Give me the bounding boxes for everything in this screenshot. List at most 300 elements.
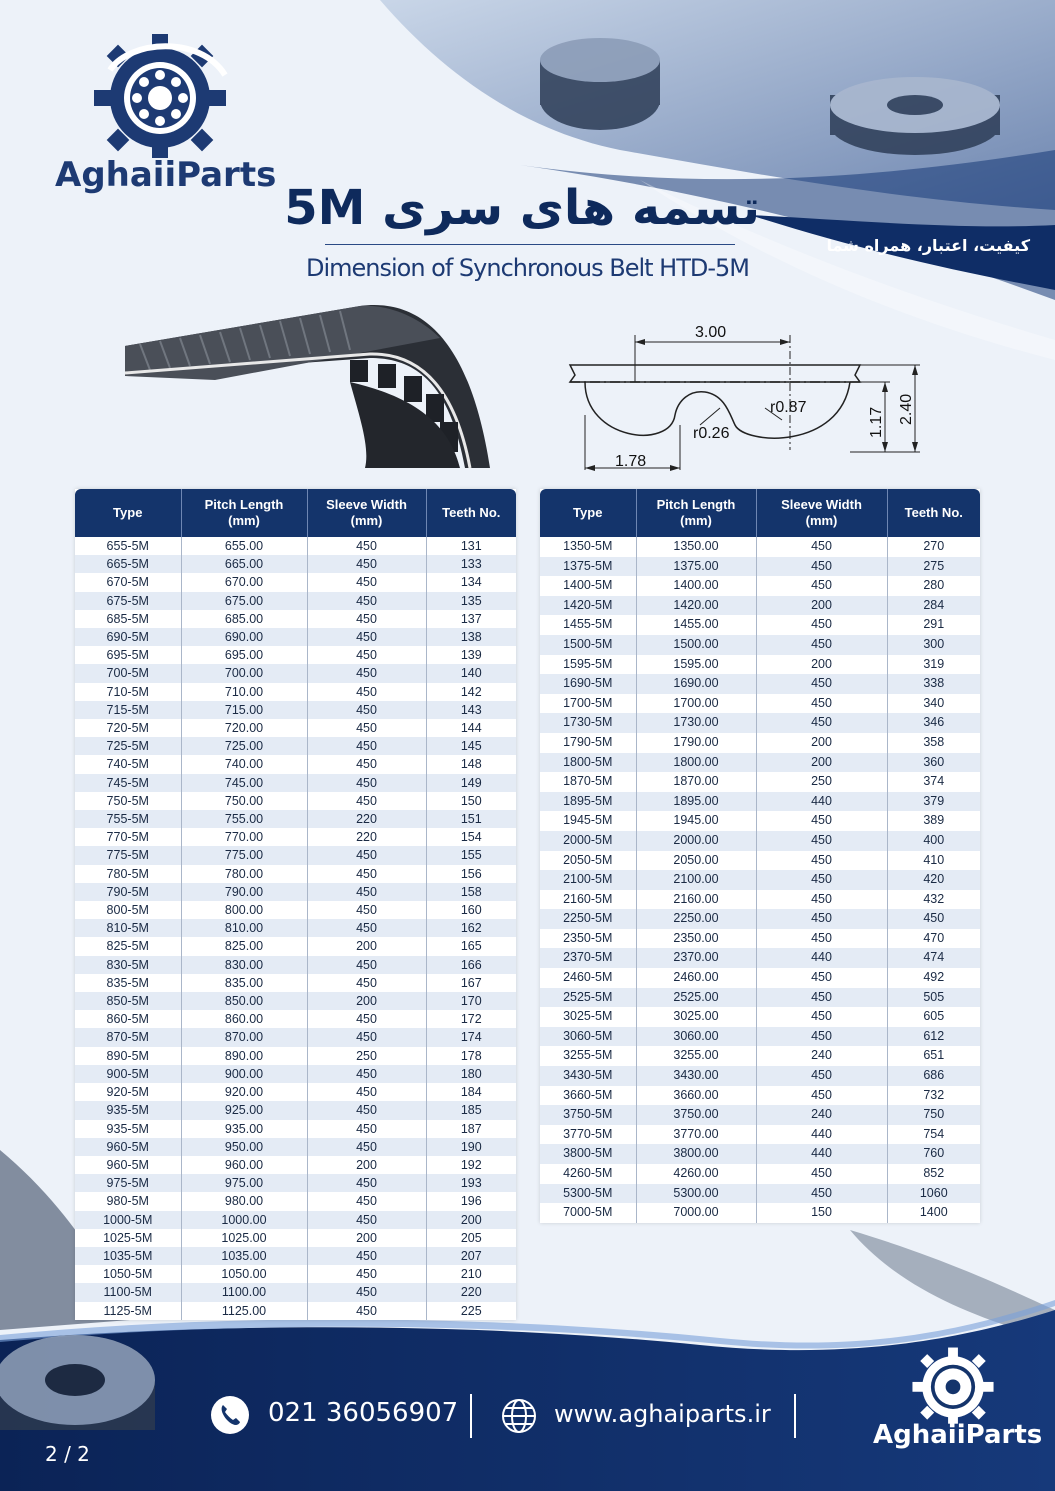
- cell-sleeve: 450: [756, 615, 887, 635]
- cell-teeth: 151: [426, 810, 516, 828]
- header-teeth: Teeth No.: [426, 489, 516, 537]
- cell-type: 775-5M: [75, 846, 181, 864]
- cell-sleeve: 450: [756, 870, 887, 890]
- cell-sleeve: 450: [307, 1065, 426, 1083]
- cell-teeth: 200: [426, 1211, 516, 1229]
- cell-type: 695-5M: [106, 648, 149, 663]
- cell-pitch: 860.00: [181, 1010, 307, 1028]
- cell-pitch: 690.00: [181, 628, 307, 646]
- cell-pitch: 1500.00: [636, 635, 756, 655]
- cell-pitch: 685.00: [181, 610, 307, 628]
- cell-teeth: 338: [887, 674, 980, 694]
- cell-pitch: 3750.00: [636, 1105, 756, 1125]
- table-row: [540, 948, 980, 968]
- table-row: [540, 1046, 980, 1066]
- cell-teeth: 142: [426, 683, 516, 701]
- cell-pitch: 780.00: [181, 865, 307, 883]
- cell-pitch: 3800.00: [636, 1144, 756, 1164]
- cell-sleeve: 450: [756, 909, 887, 929]
- table-row: [75, 1120, 516, 1138]
- table-row: [540, 988, 980, 1008]
- cell-type: 1375-5M: [540, 557, 636, 577]
- cell-teeth: 205: [426, 1229, 516, 1247]
- cell-type: 1595-5M: [563, 656, 613, 671]
- cell-type: 3800-5M: [540, 1144, 636, 1164]
- cell-sleeve: 440: [756, 792, 887, 812]
- cell-teeth: 360: [887, 753, 980, 773]
- belt-illustration: [120, 298, 500, 473]
- table-row: [75, 937, 516, 955]
- table-row: [75, 555, 516, 573]
- cell-type: 980-5M: [106, 1194, 149, 1209]
- cell-teeth: 319: [887, 655, 980, 675]
- cell-type: 1420-5M: [540, 596, 636, 616]
- cell-sleeve: 450: [756, 968, 887, 988]
- cell-sleeve: 450: [756, 1164, 887, 1184]
- table-row: [75, 1211, 516, 1229]
- cell-type: 1945-5M: [563, 813, 613, 828]
- cell-teeth: 432: [887, 890, 980, 910]
- cell-sleeve: 450: [307, 901, 426, 919]
- cell-type: 935-5M: [106, 1121, 149, 1136]
- cell-sleeve: 450: [756, 1086, 887, 1106]
- cell-sleeve: 450: [307, 792, 426, 810]
- cell-pitch: 2160.00: [636, 890, 756, 910]
- cell-pitch: 900.00: [181, 1065, 307, 1083]
- cell-teeth: 187: [426, 1120, 516, 1138]
- cell-sleeve: 200: [307, 1156, 426, 1174]
- cell-sleeve: 450: [756, 811, 887, 831]
- cell-teeth: 134: [426, 573, 516, 591]
- table-row: [540, 655, 980, 675]
- cell-sleeve: 450: [307, 1174, 426, 1192]
- cell-sleeve: 450: [307, 1247, 426, 1265]
- table-row: [75, 846, 516, 864]
- cell-teeth: 732: [887, 1086, 980, 1106]
- cell-pitch: 695.00: [181, 646, 307, 664]
- footer-brand-name: AghaiiParts: [873, 1420, 1043, 1450]
- table-row: [540, 1184, 980, 1204]
- cell-pitch: 830.00: [181, 956, 307, 974]
- cell-teeth: 190: [426, 1138, 516, 1156]
- cell-type: 3025-5M: [563, 1009, 613, 1024]
- cell-pitch: 1730.00: [636, 713, 756, 733]
- cell-type: 2250-5M: [540, 909, 636, 929]
- cell-teeth: 185: [426, 1101, 516, 1119]
- cell-type: 780-5M: [106, 866, 149, 881]
- table-row: [540, 1027, 980, 1047]
- cell-teeth: 284: [887, 596, 980, 616]
- cell-teeth: 135: [426, 592, 516, 610]
- cell-type: 975-5M: [75, 1174, 181, 1192]
- cell-pitch: 1595.00: [636, 655, 756, 675]
- cell-type: 960-5M: [75, 1138, 181, 1156]
- cell-teeth: 505: [887, 988, 980, 1008]
- cell-type: 2370-5M: [540, 948, 636, 968]
- cell-teeth: 379: [887, 792, 980, 812]
- phone-number[interactable]: 021 36056907: [268, 1398, 459, 1428]
- page-number: 2 / 2: [45, 1442, 90, 1466]
- table-row: [75, 1229, 516, 1247]
- table-row: [540, 811, 980, 831]
- cell-type: 1035-5M: [75, 1247, 181, 1265]
- cell-pitch: 740.00: [181, 755, 307, 773]
- cell-sleeve: 450: [307, 1028, 426, 1046]
- cell-sleeve: 450: [756, 851, 887, 871]
- dim-r-root: r0.26: [693, 425, 730, 442]
- cell-type: 1400-5M: [563, 578, 613, 593]
- table-row: [75, 1010, 516, 1028]
- table-row: [75, 992, 516, 1010]
- cell-pitch: 1895.00: [636, 792, 756, 812]
- cell-sleeve: 450: [756, 635, 887, 655]
- cell-teeth: 400: [887, 831, 980, 851]
- header-type: Type: [540, 489, 636, 537]
- cell-teeth: 410: [887, 851, 980, 871]
- cell-sleeve: 240: [756, 1046, 887, 1066]
- cell-teeth: 162: [426, 919, 516, 937]
- cell-pitch: 665.00: [181, 555, 307, 573]
- cell-sleeve: 150: [756, 1203, 887, 1223]
- cell-sleeve: 450: [307, 610, 426, 628]
- table-row: [75, 610, 516, 628]
- cell-teeth: 450: [887, 909, 980, 929]
- table-row: [75, 1065, 516, 1083]
- cell-type: 715-5M: [75, 701, 181, 719]
- table-row: [75, 828, 516, 846]
- cell-teeth: 280: [887, 576, 980, 596]
- table-row: [75, 956, 516, 974]
- phone-icon: [210, 1395, 250, 1435]
- cell-sleeve: 440: [756, 948, 887, 968]
- table-row: [75, 592, 516, 610]
- cell-teeth: 149: [426, 774, 516, 792]
- cell-pitch: 980.00: [181, 1192, 307, 1210]
- cell-pitch: 1035.00: [181, 1247, 307, 1265]
- cell-sleeve: 450: [307, 664, 426, 682]
- cell-type: 3060-5M: [540, 1027, 636, 1047]
- cell-teeth: 750: [887, 1105, 980, 1125]
- table-row: [75, 1265, 516, 1283]
- cell-type: 1000-5M: [75, 1211, 181, 1229]
- header-teeth: Teeth No.: [887, 489, 980, 537]
- header-type: Type: [75, 489, 181, 537]
- cell-pitch: 810.00: [181, 919, 307, 937]
- cell-type: 1025-5M: [103, 1230, 153, 1245]
- cell-teeth: 174: [426, 1028, 516, 1046]
- table-row: [75, 1028, 516, 1046]
- dim-tooth-height: 1.17: [868, 406, 885, 438]
- cell-sleeve: 450: [756, 929, 887, 949]
- cell-type: 1690-5M: [540, 674, 636, 694]
- globe-icon: [500, 1397, 538, 1435]
- table-row: [75, 737, 516, 755]
- cell-sleeve: 450: [307, 846, 426, 864]
- cell-teeth: 651: [887, 1046, 980, 1066]
- cell-type: 1455-5M: [563, 617, 613, 632]
- cell-sleeve: 440: [756, 1144, 887, 1164]
- cell-pitch: 790.00: [181, 883, 307, 901]
- cell-teeth: 210: [426, 1265, 516, 1283]
- cell-pitch: 655.00: [181, 537, 307, 555]
- table-row: [540, 929, 980, 949]
- cell-sleeve: 450: [307, 919, 426, 937]
- cell-teeth: 225: [426, 1302, 516, 1320]
- cell-type: 800-5M: [106, 903, 149, 918]
- cell-pitch: 3060.00: [636, 1027, 756, 1047]
- cell-pitch: 720.00: [181, 719, 307, 737]
- table-row: [75, 1083, 516, 1101]
- cell-teeth: 207: [426, 1247, 516, 1265]
- cell-type: 720-5M: [106, 721, 149, 736]
- cell-type: 755-5M: [75, 810, 181, 828]
- cell-pitch: 770.00: [181, 828, 307, 846]
- table-row: [75, 1174, 516, 1192]
- cell-sleeve: 450: [756, 557, 887, 577]
- cell-pitch: 745.00: [181, 774, 307, 792]
- cell-type: 665-5M: [75, 555, 181, 573]
- cell-teeth: 160: [426, 901, 516, 919]
- cell-type: 850-5M: [75, 992, 181, 1010]
- cell-teeth: 144: [426, 719, 516, 737]
- spec-table-left: [75, 489, 516, 1320]
- cell-teeth: 165: [426, 937, 516, 955]
- cell-pitch: 1025.00: [181, 1229, 307, 1247]
- cell-type: 710-5M: [106, 684, 149, 699]
- cell-type: 860-5M: [106, 1012, 149, 1027]
- cell-type: 1125-5M: [103, 1303, 152, 1318]
- cell-sleeve: 450: [307, 865, 426, 883]
- cell-pitch: 7000.00: [636, 1203, 756, 1223]
- cell-sleeve: 250: [307, 1047, 426, 1065]
- cell-teeth: 420: [887, 870, 980, 890]
- cell-teeth: 300: [887, 635, 980, 655]
- cell-pitch: 2000.00: [636, 831, 756, 851]
- cell-teeth: 158: [426, 883, 516, 901]
- table-row: [540, 772, 980, 792]
- cell-sleeve: 450: [756, 713, 887, 733]
- table-row: [540, 1007, 980, 1027]
- cell-type: 920-5M: [106, 1085, 149, 1100]
- cell-pitch: 1800.00: [636, 753, 756, 773]
- cell-type: 1050-5M: [103, 1267, 153, 1282]
- cell-teeth: 167: [426, 974, 516, 992]
- cell-pitch: 1455.00: [636, 615, 756, 635]
- cell-pitch: 750.00: [181, 792, 307, 810]
- tagline: کیفیت، اعتبار، همراه شما: [826, 236, 1030, 255]
- cell-type: 745-5M: [75, 774, 181, 792]
- cell-sleeve: 450: [307, 1101, 426, 1119]
- table-row: [75, 774, 516, 792]
- cell-teeth: 180: [426, 1065, 516, 1083]
- cell-pitch: 725.00: [181, 737, 307, 755]
- cell-type: 3430-5M: [540, 1066, 636, 1086]
- table-row: [75, 901, 516, 919]
- cell-pitch: 1100.00: [181, 1283, 307, 1301]
- header-sleeve-width: Sleeve Width (mm): [307, 489, 426, 537]
- table-row: [540, 1105, 980, 1125]
- cell-type: 1790-5M: [563, 734, 613, 749]
- cell-type: 835-5M: [106, 975, 149, 990]
- table-row: [75, 919, 516, 937]
- table-row: [540, 1086, 980, 1106]
- table-row: [75, 664, 516, 682]
- cell-teeth: 156: [426, 865, 516, 883]
- cell-sleeve: 200: [307, 937, 426, 955]
- cell-pitch: 1790.00: [636, 733, 756, 753]
- header-pitch-length: Pitch Length (mm): [181, 489, 307, 537]
- table-row: [540, 968, 980, 988]
- cell-teeth: 145: [426, 737, 516, 755]
- table-row: [540, 870, 980, 890]
- table-row: [540, 596, 980, 616]
- cell-teeth: 192: [426, 1156, 516, 1174]
- cell-teeth: 852: [887, 1164, 980, 1184]
- cell-teeth: 148: [426, 755, 516, 773]
- cell-pitch: 925.00: [181, 1101, 307, 1119]
- cell-sleeve: 200: [307, 992, 426, 1010]
- cell-pitch: 1375.00: [636, 557, 756, 577]
- cell-sleeve: 450: [756, 674, 887, 694]
- cell-sleeve: 200: [756, 655, 887, 675]
- table-row: [540, 851, 980, 871]
- cell-sleeve: 450: [307, 592, 426, 610]
- cell-pitch: 4260.00: [636, 1164, 756, 1184]
- table-row: [75, 865, 516, 883]
- cell-pitch: 3660.00: [636, 1086, 756, 1106]
- cell-pitch: 835.00: [181, 974, 307, 992]
- table-row: [75, 1192, 516, 1210]
- table-row: [75, 1283, 516, 1301]
- table-row: [75, 1302, 516, 1320]
- cell-sleeve: 450: [307, 755, 426, 773]
- table-row: [75, 974, 516, 992]
- cell-pitch: 850.00: [181, 992, 307, 1010]
- cell-pitch: 1400.00: [636, 576, 756, 596]
- cell-teeth: 170: [426, 992, 516, 1010]
- cell-teeth: 358: [887, 733, 980, 753]
- cell-sleeve: 200: [756, 753, 887, 773]
- cell-pitch: 2100.00: [636, 870, 756, 890]
- cell-type: 960-5M: [106, 1157, 149, 1172]
- header-pitch-length: Pitch Length (mm): [636, 489, 756, 537]
- cell-type: 670-5M: [106, 575, 149, 590]
- cell-teeth: 196: [426, 1192, 516, 1210]
- cell-pitch: 1700.00: [636, 694, 756, 714]
- cell-sleeve: 450: [307, 774, 426, 792]
- table-row: [540, 1164, 980, 1184]
- cell-teeth: 470: [887, 929, 980, 949]
- cell-sleeve: 450: [307, 683, 426, 701]
- cell-sleeve: 250: [756, 772, 887, 792]
- cell-type: 2160-5M: [563, 891, 613, 906]
- cell-sleeve: 450: [307, 1083, 426, 1101]
- cell-type: 750-5M: [106, 793, 149, 808]
- cell-sleeve: 200: [756, 733, 887, 753]
- cell-pitch: 3770.00: [636, 1125, 756, 1145]
- table-row: [540, 909, 980, 929]
- dim-base-width: 1.78: [615, 453, 647, 470]
- cell-type: 725-5M: [75, 737, 181, 755]
- cell-sleeve: 450: [756, 1184, 887, 1204]
- cell-teeth: 346: [887, 713, 980, 733]
- cell-sleeve: 450: [307, 555, 426, 573]
- cell-pitch: 960.00: [181, 1156, 307, 1174]
- cell-type: 3770-5M: [563, 1126, 613, 1141]
- cell-pitch: 1050.00: [181, 1265, 307, 1283]
- dim-r-top: r0.87: [770, 399, 807, 416]
- cell-teeth: 155: [426, 846, 516, 864]
- cell-sleeve: 220: [307, 828, 426, 846]
- cell-pitch: 1945.00: [636, 811, 756, 831]
- cell-type: 2350-5M: [563, 930, 613, 945]
- cell-type: 2460-5M: [563, 970, 613, 985]
- table-row: [75, 1138, 516, 1156]
- table-row: [75, 701, 516, 719]
- cell-type: 1800-5M: [540, 753, 636, 773]
- cell-sleeve: 450: [307, 1265, 426, 1283]
- cell-pitch: 1350.00: [636, 537, 756, 557]
- cell-sleeve: 450: [756, 1066, 887, 1086]
- cell-pitch: 2370.00: [636, 948, 756, 968]
- cell-sleeve: 450: [307, 1120, 426, 1138]
- cell-type: 1730-5M: [540, 713, 636, 733]
- cell-type: 1500-5M: [540, 635, 636, 655]
- cell-type: 830-5M: [75, 956, 181, 974]
- cell-pitch: 775.00: [181, 846, 307, 864]
- table-row: [75, 1047, 516, 1065]
- cell-type: 890-5M: [106, 1048, 149, 1063]
- cell-sleeve: 450: [307, 737, 426, 755]
- cell-sleeve: 450: [307, 628, 426, 646]
- cell-sleeve: 450: [756, 831, 887, 851]
- cell-teeth: 474: [887, 948, 980, 968]
- cell-sleeve: 450: [307, 956, 426, 974]
- gear-logo-icon: [90, 30, 230, 160]
- cell-pitch: 1690.00: [636, 674, 756, 694]
- cell-type: 675-5M: [75, 592, 181, 610]
- spec-table-right: [540, 489, 980, 1223]
- table-row: [75, 646, 516, 664]
- cell-sleeve: 440: [756, 1125, 887, 1145]
- table-row: [540, 557, 980, 577]
- cell-pitch: 675.00: [181, 592, 307, 610]
- cell-pitch: 890.00: [181, 1047, 307, 1065]
- cell-sleeve: 450: [307, 646, 426, 664]
- brand-name: AghaiiParts: [55, 155, 277, 195]
- table-row: [75, 792, 516, 810]
- cell-sleeve: 450: [307, 573, 426, 591]
- cell-pitch: 1870.00: [636, 772, 756, 792]
- cell-type: 700-5M: [75, 664, 181, 682]
- table-row: [75, 1247, 516, 1265]
- cell-sleeve: 450: [307, 1010, 426, 1028]
- cell-sleeve: 450: [307, 974, 426, 992]
- cell-type: 1895-5M: [540, 792, 636, 812]
- cell-type: 3255-5M: [563, 1048, 613, 1063]
- cell-type: 1100-5M: [75, 1283, 181, 1301]
- cell-pitch: 2460.00: [636, 968, 756, 988]
- table-row: [75, 537, 516, 555]
- website-link[interactable]: www.aghaiparts.ir: [554, 1400, 771, 1428]
- cell-pitch: 3430.00: [636, 1066, 756, 1086]
- cell-teeth: 193: [426, 1174, 516, 1192]
- cell-pitch: 2525.00: [636, 988, 756, 1008]
- cell-sleeve: 450: [307, 1302, 426, 1320]
- cell-pitch: 935.00: [181, 1120, 307, 1138]
- cell-sleeve: 450: [307, 701, 426, 719]
- page-title-en: Dimension of Synchronous Belt HTD-5M: [305, 254, 750, 282]
